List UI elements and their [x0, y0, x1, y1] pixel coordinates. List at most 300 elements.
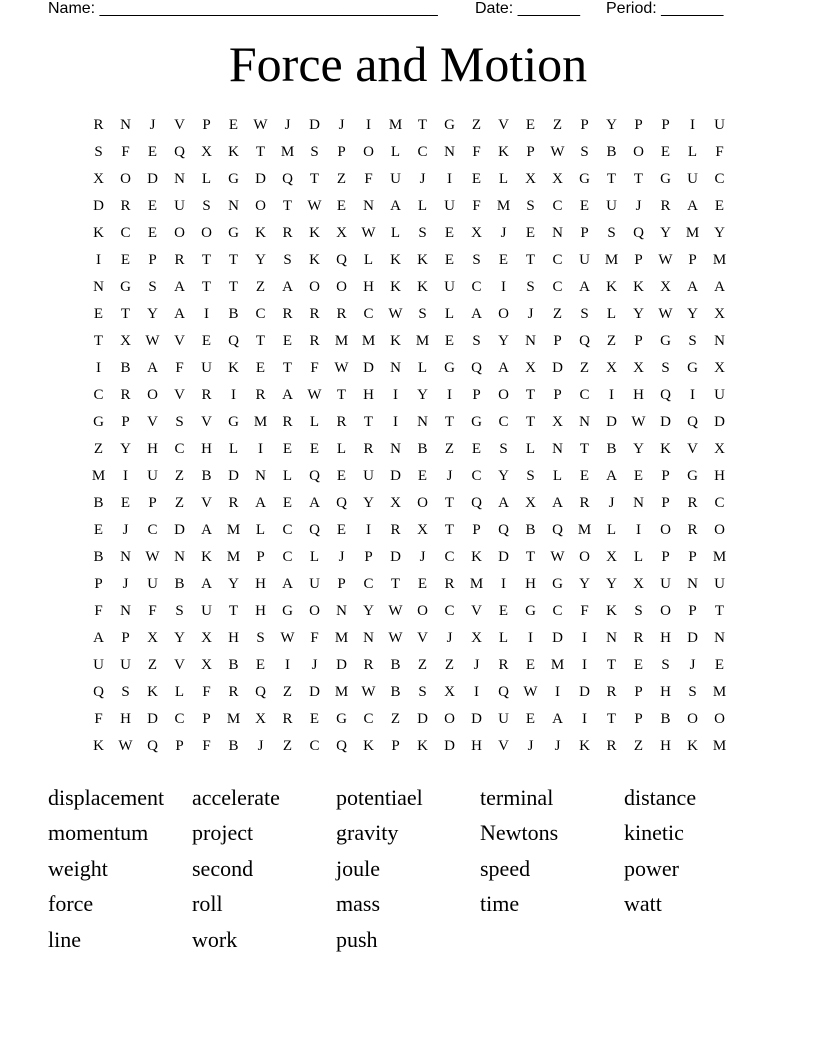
- grid-letter: T: [417, 117, 428, 133]
- grid-letter: Q: [633, 225, 644, 241]
- grid-letter: Z: [417, 657, 428, 673]
- grid-letter: P: [121, 414, 130, 430]
- grid-letter: B: [120, 360, 131, 376]
- grid-letter: L: [336, 441, 347, 457]
- grid-letter: R: [633, 630, 644, 646]
- grid-letter: G: [687, 360, 698, 376]
- grid-letter: L: [687, 144, 698, 160]
- grid-letter: O: [309, 603, 320, 619]
- grid-letter: M: [712, 738, 727, 754]
- grid-letter: K: [390, 333, 401, 349]
- grid-letter: T: [579, 441, 590, 457]
- word-bank-word: line: [48, 926, 81, 952]
- grid-letter: T: [525, 549, 536, 565]
- grid-letter: N: [390, 441, 401, 457]
- grid-letter: V: [147, 414, 158, 430]
- grid-letter: F: [472, 198, 481, 214]
- grid-letter: T: [606, 171, 617, 187]
- grid-letter: Y: [498, 333, 509, 349]
- grid-letter: N: [444, 144, 455, 160]
- grid-letter: M: [361, 333, 376, 349]
- grid-letter: Z: [174, 468, 185, 484]
- grid-letter: J: [419, 171, 426, 187]
- grid-row: [85, 625, 733, 652]
- grid-letter: R: [363, 441, 374, 457]
- grid-letter: E: [93, 522, 104, 538]
- grid-letter: X: [606, 549, 617, 565]
- grid-letter: V: [498, 738, 509, 754]
- grid-letter: K: [255, 225, 266, 241]
- grid-letter: H: [660, 684, 671, 700]
- grid-letter: P: [94, 576, 103, 592]
- grid-row: [85, 220, 733, 247]
- grid-letter: T: [525, 414, 536, 430]
- grid-letter: W: [118, 738, 133, 754]
- grid-letter: T: [363, 414, 374, 430]
- grid-letter: K: [390, 252, 401, 268]
- grid-letter: G: [336, 711, 347, 727]
- grid-row: [85, 706, 733, 733]
- grid-letter: A: [174, 306, 185, 322]
- grid-letter: A: [201, 522, 212, 538]
- grid-letter: M: [712, 684, 727, 700]
- grid-letter: E: [498, 252, 509, 268]
- grid-letter: Q: [498, 684, 509, 700]
- grid-letter: S: [634, 603, 643, 619]
- word-bank-word: distance: [624, 784, 697, 810]
- grid-letter: D: [363, 360, 374, 376]
- grid-letter: M: [712, 252, 727, 268]
- grid-letter: J: [689, 657, 696, 673]
- grid-letter: C: [174, 441, 185, 457]
- grid-letter: R: [498, 657, 509, 673]
- period-field: Period: _______: [606, 0, 724, 17]
- grid-letter: B: [228, 306, 239, 322]
- grid-letter: G: [228, 171, 239, 187]
- grid-letter: Z: [255, 279, 266, 295]
- grid-letter: U: [606, 198, 617, 214]
- grid-letter: P: [391, 738, 400, 754]
- grid-letter: H: [714, 468, 725, 484]
- grid-letter: Q: [228, 333, 239, 349]
- grid-letter: N: [552, 441, 563, 457]
- grid-letter: V: [174, 387, 185, 403]
- grid-letter: K: [660, 441, 671, 457]
- grid-letter: R: [309, 306, 320, 322]
- grid-letter: M: [280, 144, 295, 160]
- grid-letter: O: [633, 144, 644, 160]
- grid-letter: K: [228, 360, 239, 376]
- grid-letter: R: [120, 387, 131, 403]
- grid-letter: Z: [444, 441, 455, 457]
- grid-letter: Y: [606, 576, 617, 592]
- grid-letter: M: [226, 522, 241, 538]
- grid-letter: B: [93, 495, 104, 511]
- grid-letter: H: [660, 738, 671, 754]
- word-bank: [48, 780, 768, 958]
- grid-letter: M: [226, 549, 241, 565]
- grid-row: [85, 112, 733, 139]
- grid-letter: G: [552, 576, 563, 592]
- grid-letter: I: [690, 117, 695, 133]
- grid-letter: X: [633, 576, 644, 592]
- grid-letter: H: [120, 711, 131, 727]
- grid-letter: M: [496, 198, 511, 214]
- grid-letter: M: [334, 630, 349, 646]
- grid-letter: T: [282, 360, 293, 376]
- grid-letter: M: [91, 468, 106, 484]
- grid-letter: Q: [471, 495, 482, 511]
- grid-letter: P: [661, 549, 670, 565]
- grid-row: [85, 571, 733, 598]
- grid-letter: V: [174, 117, 185, 133]
- grid-letter: H: [525, 576, 536, 592]
- grid-letter: D: [714, 414, 725, 430]
- grid-letter: J: [473, 657, 480, 673]
- grid-letter: R: [606, 738, 617, 754]
- grid-letter: U: [147, 576, 158, 592]
- grid-row: [85, 274, 733, 301]
- grid-row: [85, 517, 733, 544]
- word-bank-word: push: [336, 926, 378, 952]
- grid-letter: S: [283, 252, 292, 268]
- grid-letter: E: [201, 333, 212, 349]
- grid-letter: B: [201, 468, 212, 484]
- grid-letter: U: [444, 279, 455, 295]
- grid-letter: C: [552, 603, 563, 619]
- grid-letter: L: [525, 441, 536, 457]
- grid-letter: A: [606, 468, 617, 484]
- grid-letter: O: [417, 603, 428, 619]
- grid-letter: T: [336, 387, 347, 403]
- grid-letter: S: [148, 279, 157, 295]
- grid-letter: N: [93, 279, 104, 295]
- grid-letter: C: [363, 306, 374, 322]
- grid-letter: K: [417, 738, 428, 754]
- grid-letter: Q: [282, 171, 293, 187]
- grid-letter: F: [202, 684, 211, 700]
- grid-letter: G: [471, 414, 482, 430]
- grid-letter: X: [201, 144, 212, 160]
- grid-letter: P: [553, 333, 562, 349]
- grid-letter: V: [417, 630, 428, 646]
- grid-letter: P: [661, 468, 670, 484]
- grid-letter: H: [255, 576, 266, 592]
- grid-row: [85, 733, 733, 760]
- word-bank-row: [48, 922, 768, 958]
- grid-letter: S: [526, 279, 535, 295]
- grid-letter: D: [228, 468, 239, 484]
- grid-letter: D: [93, 198, 104, 214]
- grid-letter: X: [255, 711, 266, 727]
- grid-letter: N: [174, 549, 185, 565]
- grid-letter: Q: [336, 495, 347, 511]
- grid-letter: K: [579, 738, 590, 754]
- grid-letter: M: [334, 684, 349, 700]
- grid-letter: R: [606, 684, 617, 700]
- grid-letter: P: [121, 630, 130, 646]
- grid-letter: Y: [363, 603, 374, 619]
- grid-letter: D: [147, 171, 158, 187]
- grid-letter: R: [336, 414, 347, 430]
- grid-letter: N: [606, 630, 617, 646]
- grid-letter: E: [525, 711, 536, 727]
- grid-letter: N: [120, 603, 131, 619]
- grid-letter: B: [228, 738, 239, 754]
- grid-letter: E: [147, 198, 158, 214]
- grid-letter: B: [390, 684, 401, 700]
- grid-letter: E: [525, 657, 536, 673]
- grid-letter: M: [604, 252, 619, 268]
- grid-letter: D: [174, 522, 185, 538]
- grid-letter: T: [633, 171, 644, 187]
- grid-row: [85, 193, 733, 220]
- grid-letter: K: [309, 225, 320, 241]
- grid-letter: A: [282, 279, 293, 295]
- grid-letter: C: [444, 549, 455, 565]
- grid-letter: V: [687, 441, 698, 457]
- grid-letter: Q: [309, 522, 320, 538]
- grid-letter: J: [311, 657, 318, 673]
- grid-letter: J: [635, 198, 642, 214]
- grid-letter: Z: [390, 711, 401, 727]
- grid-letter: T: [444, 495, 455, 511]
- grid-letter: A: [390, 198, 401, 214]
- grid-letter: Y: [174, 630, 185, 646]
- grid-letter: O: [120, 171, 131, 187]
- grid-letter: E: [525, 117, 536, 133]
- grid-letter: I: [528, 630, 533, 646]
- grid-letter: T: [444, 414, 455, 430]
- grid-letter: H: [228, 630, 239, 646]
- grid-letter: S: [418, 306, 427, 322]
- grid-letter: O: [660, 603, 671, 619]
- grid-row: [85, 382, 733, 409]
- grid-letter: P: [202, 711, 211, 727]
- grid-row: [85, 544, 733, 571]
- grid-letter: Y: [606, 117, 617, 133]
- grid-row: [85, 598, 733, 625]
- grid-letter: D: [552, 360, 563, 376]
- grid-letter: T: [606, 657, 617, 673]
- grid-letter: U: [147, 468, 158, 484]
- grid-letter: P: [148, 495, 157, 511]
- grid-letter: C: [471, 468, 482, 484]
- grid-letter: Z: [579, 360, 590, 376]
- word-bank-word: kinetic: [624, 820, 684, 846]
- grid-letter: X: [201, 630, 212, 646]
- grid-letter: V: [174, 333, 185, 349]
- grid-letter: R: [120, 198, 131, 214]
- grid-letter: V: [498, 117, 509, 133]
- grid-letter: W: [388, 630, 403, 646]
- grid-letter: R: [444, 576, 455, 592]
- word-bank-word: roll: [192, 891, 223, 917]
- grid-letter: E: [147, 225, 158, 241]
- grid-letter: X: [552, 171, 563, 187]
- grid-letter: J: [527, 738, 534, 754]
- grid-letter: A: [579, 279, 590, 295]
- grid-letter: J: [122, 522, 129, 538]
- grid-letter: S: [580, 144, 589, 160]
- grid-letter: W: [631, 414, 646, 430]
- grid-letter: K: [309, 252, 320, 268]
- grid-letter: Z: [282, 684, 293, 700]
- grid-letter: F: [364, 171, 373, 187]
- grid-letter: F: [310, 630, 319, 646]
- grid-letter: V: [201, 414, 212, 430]
- grid-letter: M: [253, 414, 268, 430]
- grid-letter: I: [123, 468, 128, 484]
- grid-letter: W: [307, 387, 322, 403]
- grid-letter: Z: [282, 738, 293, 754]
- grid-letter: U: [174, 198, 185, 214]
- grid-letter: P: [688, 252, 697, 268]
- grid-letter: C: [93, 387, 104, 403]
- grid-letter: U: [93, 657, 104, 673]
- grid-letter: X: [444, 684, 455, 700]
- grid-letter: E: [336, 468, 347, 484]
- grid-letter: W: [550, 144, 565, 160]
- grid-letter: L: [606, 306, 617, 322]
- grid-letter: W: [334, 360, 349, 376]
- grid-letter: W: [658, 306, 673, 322]
- grid-letter: G: [120, 279, 131, 295]
- grid-letter: C: [552, 198, 563, 214]
- grid-letter: Q: [660, 387, 671, 403]
- grid-letter: I: [501, 279, 506, 295]
- grid-letter: I: [366, 117, 371, 133]
- word-bank-word: displacement: [48, 784, 165, 810]
- grid-letter: N: [687, 576, 698, 592]
- grid-letter: E: [579, 198, 590, 214]
- grid-letter: L: [606, 522, 617, 538]
- grid-letter: I: [447, 387, 452, 403]
- grid-letter: X: [606, 360, 617, 376]
- grid-letter: S: [526, 198, 535, 214]
- grid-letter: F: [310, 360, 319, 376]
- grid-letter: T: [93, 333, 104, 349]
- grid-letter: H: [255, 603, 266, 619]
- grid-letter: D: [552, 630, 563, 646]
- grid-letter: O: [687, 711, 698, 727]
- grid-letter: S: [472, 252, 481, 268]
- grid-letter: G: [687, 468, 698, 484]
- grid-letter: E: [120, 252, 131, 268]
- grid-letter: F: [148, 603, 157, 619]
- grid-letter: N: [714, 630, 725, 646]
- grid-letter: O: [660, 522, 671, 538]
- grid-letter: Q: [498, 522, 509, 538]
- grid-letter: R: [309, 333, 320, 349]
- grid-letter: P: [175, 738, 184, 754]
- grid-letter: T: [201, 252, 212, 268]
- grid-letter: E: [255, 657, 266, 673]
- grid-letter: L: [552, 468, 563, 484]
- grid-letter: T: [282, 198, 293, 214]
- grid-letter: H: [363, 279, 374, 295]
- grid-letter: D: [147, 711, 158, 727]
- grid-letter: R: [282, 306, 293, 322]
- grid-letter: B: [660, 711, 671, 727]
- grid-row: [85, 328, 733, 355]
- grid-letter: D: [390, 468, 401, 484]
- grid-letter: J: [122, 576, 129, 592]
- grid-letter: G: [579, 171, 590, 187]
- grid-letter: Y: [228, 576, 239, 592]
- grid-letter: O: [579, 549, 590, 565]
- grid-letter: O: [336, 279, 347, 295]
- grid-row: [85, 652, 733, 679]
- grid-letter: E: [444, 252, 455, 268]
- grid-letter: J: [500, 225, 507, 241]
- grid-letter: I: [393, 414, 398, 430]
- grid-letter: T: [201, 279, 212, 295]
- grid-letter: J: [338, 549, 345, 565]
- grid-letter: W: [388, 306, 403, 322]
- grid-letter: W: [361, 684, 376, 700]
- grid-letter: W: [307, 198, 322, 214]
- grid-letter: F: [202, 738, 211, 754]
- grid-letter: C: [363, 711, 374, 727]
- grid-letter: E: [93, 306, 104, 322]
- grid-letter: T: [309, 171, 320, 187]
- grid-letter: G: [228, 414, 239, 430]
- grid-letter: Z: [444, 657, 455, 673]
- grid-letter: U: [660, 576, 671, 592]
- grid-letter: I: [231, 387, 236, 403]
- word-bank-word: second: [192, 855, 254, 881]
- grid-letter: P: [202, 117, 211, 133]
- grid-letter: D: [417, 711, 428, 727]
- grid-letter: A: [201, 576, 212, 592]
- grid-row: [85, 166, 733, 193]
- grid-letter: M: [685, 225, 700, 241]
- grid-letter: W: [145, 333, 160, 349]
- grid-letter: N: [525, 333, 536, 349]
- grid-letter: W: [658, 252, 673, 268]
- grid-letter: X: [633, 360, 644, 376]
- grid-letter: T: [255, 333, 266, 349]
- grid-letter: L: [309, 549, 320, 565]
- grid-letter: Q: [174, 144, 185, 160]
- word-bank-word: gravity: [336, 820, 399, 846]
- grid-letter: T: [714, 603, 725, 619]
- grid-letter: E: [633, 468, 644, 484]
- grid-letter: D: [606, 414, 617, 430]
- grid-letter: J: [419, 549, 426, 565]
- grid-letter: L: [174, 684, 185, 700]
- word-bank-row: [48, 887, 768, 923]
- grid-letter: A: [687, 279, 698, 295]
- grid-letter: E: [282, 495, 293, 511]
- grid-letter: P: [580, 117, 589, 133]
- grid-letter: Y: [147, 306, 158, 322]
- grid-letter: S: [526, 468, 535, 484]
- grid-letter: R: [390, 522, 401, 538]
- grid-letter: R: [174, 252, 185, 268]
- grid-letter: E: [309, 711, 320, 727]
- grid-letter: I: [96, 252, 101, 268]
- grid-letter: C: [417, 144, 428, 160]
- grid-letter: Z: [471, 117, 482, 133]
- grid-letter: S: [607, 225, 616, 241]
- grid-letter: C: [714, 171, 725, 187]
- grid-letter: X: [525, 171, 536, 187]
- grid-letter: R: [687, 522, 698, 538]
- grid-letter: U: [579, 252, 590, 268]
- grid-letter: R: [363, 657, 374, 673]
